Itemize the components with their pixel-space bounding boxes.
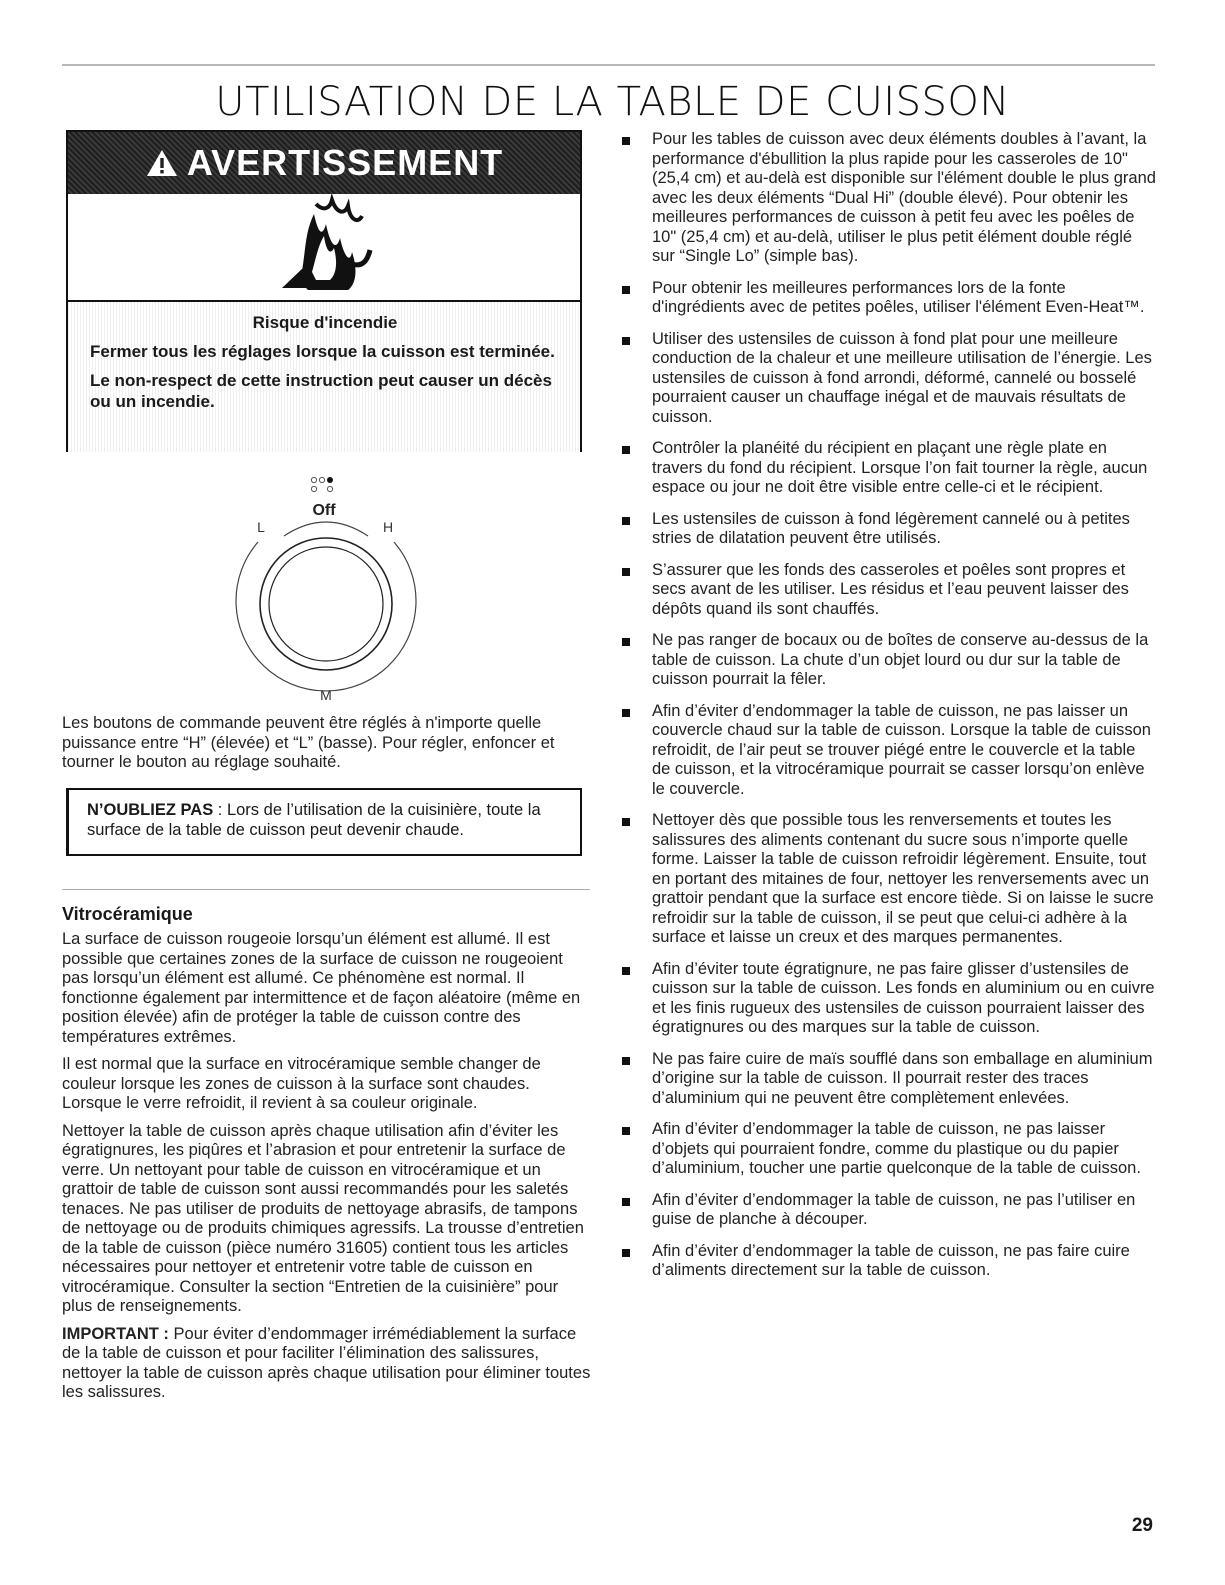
dial-high-label: H <box>382 519 394 535</box>
remember-box <box>66 788 582 856</box>
list-item <box>622 1191 1157 1230</box>
bullet-icon <box>622 818 630 826</box>
list-item <box>622 811 1157 948</box>
warning-line-2: Le non-respect de cette instruction peut causer un décès ou un incendie. <box>90 371 552 411</box>
remember-label: N’OUBLIEZ PAS <box>87 801 214 819</box>
warning-header <box>68 132 580 194</box>
paragraph: La surface de cuisson rougeoie lorsqu’un élément est allumé. Il est possible que certaines zones de la surface de cuisson ne rougeoient pas lorsqu’un élément est allumé. Ce phénomène est normal. Il fonctionne également par intermittence et de façon aléatoire (même en position élevée) afin de protéger la table de cuisson contre des températures extrêmes. <box>62 930 581 1046</box>
bullet-text: Utiliser des ustensiles de cuisson à fond plat pour une meilleure conduction de la chaleur et une meilleure utilisation de l’énergie. Les ustensiles de cuisson à fond arrondi, déformé, cannelé ou bosselé pourraient causer un chauffage inégal et de mauvais résultats de cuisson. <box>652 329 1152 426</box>
bullet-list <box>622 130 1157 1293</box>
indicator-dots-icon <box>311 477 333 492</box>
list-item <box>622 130 1157 267</box>
knob-instructions: Les boutons de commande peuvent être réglés à n'importe quelle puissance entre “H” (élevée) et “L” (basse). Pour régler, enfoncer et tourner le bouton au réglage souhaité. <box>62 714 555 771</box>
warning-box <box>66 130 582 452</box>
list-item <box>622 1242 1157 1281</box>
page-title: UTILISATION DE LA TABLE DE CUISSON <box>215 79 1010 125</box>
warning-triangle-icon <box>145 148 179 178</box>
list-item <box>622 330 1157 428</box>
bullet-text: Les ustensiles de cuisson à fond légèrement cannelé ou à petites stries de dilatation peuvent être utilisés. <box>652 509 1130 547</box>
bullet-text: Pour obtenir les meilleures performances lors de la fonte d'ingrédients avec de petites poêles, utiliser l'élément Even-Heat™. <box>652 278 1145 316</box>
bullet-text: Contrôler la planéité du récipient en plaçant une règle plate en travers du fond du récipient. Lorsque l’on fait tourner la règle, aucun espace ou jour ne doit être visible entre celle-ci et le récipient. <box>652 439 1148 496</box>
paragraph: Il est normal que la surface en vitrocéramique semble changer de couleur lorsque les zones de cuisson à la surface sont chaudes. Lorsque le verre refroidit, il revient à sa couleur originale. <box>62 1055 541 1112</box>
fire-icon <box>68 194 584 300</box>
warning-header-label: AVERTISSEMENT <box>186 142 504 183</box>
bullet-icon <box>622 967 630 975</box>
bullet-text: Afin d’éviter toute égratignure, ne pas faire glisser d’ustensiles de cuisson sur la table de cuisson. Les fonds en aluminium ou en cuivre et les finis rugueux des ustensiles de cuisson pourraient laisser des égratignures ou des marques sur la table de cuisson. <box>652 959 1155 1036</box>
bullet-icon <box>622 709 630 717</box>
bullet-text: Afin d’éviter d’endommager la table de cuisson, ne pas faire cuire d’aliments directement sur la table de cuisson. <box>652 1241 1130 1279</box>
control-knob-diagram <box>228 468 428 708</box>
bullet-icon <box>622 137 630 145</box>
list-item <box>622 510 1157 549</box>
remember-text: : Lors de l’utilisation de la cuisinière, toute la surface de la table de cuisson peut devenir chaude. <box>87 801 541 839</box>
page-number: 29 <box>1131 1515 1153 1536</box>
bullet-icon <box>622 568 630 576</box>
risk-title: Risque d'incendie <box>252 313 398 332</box>
list-item <box>622 960 1157 1038</box>
bullet-text: S’assurer que les fonds des casseroles et poêles sont propres et secs avant de les utiliser. Les résidus et l’eau peuvent laisser des dépôts quand ils sont chauffés. <box>652 560 1129 618</box>
dial-off-label: Off <box>312 502 336 519</box>
dial-low-label: L <box>257 519 265 535</box>
section-divider <box>62 889 590 890</box>
important-text: Pour éviter d’endommager irrémédiablement la surface de la table de cuisson et pour faciliter l’élimination des salissures, nettoyer la table de cuisson après chaque utilisation pour éliminer toutes les salissures. <box>62 1324 591 1401</box>
paragraph: Nettoyer la table de cuisson après chaque utilisation afin d’éviter les égratignures, les piqûres et l’abrasion et pour entretenir la surface de verre. Un nettoyant pour table de cuisson en vitrocéramique et un grattoir de table de cuisson sont aussi recommandés pour les saletés tenaces. Ne pas utiliser de produits de nettoyage abrasifs, de tampons de nettoyage ou de produits chimiques agressifs. La trousse d’entretien de la table de cuisson (pièce numéro 31605) contient tous les articles nécessaires pour nettoyer et entretenir votre table de cuisson en vitrocéramique. Consulter la section “Entretien de la cuisinière” pour plus de renseignements. <box>62 1121 584 1315</box>
list-item <box>622 561 1157 620</box>
dial-medium-label: M <box>320 687 332 703</box>
bullet-text: Afin d’éviter d’endommager la table de cuisson, ne pas l’utiliser en guise de planche à découper. <box>652 1190 1136 1228</box>
list-item <box>622 702 1157 800</box>
top-rule <box>62 64 1155 66</box>
bullet-text: Ne pas faire cuire de maïs soufflé dans son emballage en aluminium d’origine sur la table de cuisson. Il pourrait rester des traces d’aluminium qui ne peuvent être complètement enlevées. <box>652 1049 1153 1107</box>
bullet-icon <box>622 286 630 294</box>
bullet-icon <box>622 1057 630 1065</box>
bullet-text: Pour les tables de cuisson avec deux éléments doubles à l’avant, la performance d'ébullition la plus rapide pour les casseroles de 10" (25,4 cm) et au-delà est disponible sur l'élément double le plus grand avec les deux éléments “Dual Hi” (double élevé). Pour obtenir les meilleures performances de cuisson à petit feu avec les poêles de 10" (25,4 cm) et au-delà, utiliser le plus petit élément double réglé sur “Single Lo” (simple bas). <box>652 130 1156 265</box>
bullet-icon <box>622 517 630 525</box>
left-paragraphs <box>62 930 592 1411</box>
important-paragraph <box>62 1325 592 1403</box>
bullet-text: Afin d’éviter d’endommager la table de cuisson, ne pas laisser d’objets qui pourraient fondre, comme du plastique ou du papier d’aluminium, toucher une partie quelconque de la table de cuisson. <box>652 1120 1141 1177</box>
important-label: IMPORTANT : <box>62 1324 169 1343</box>
list-item <box>622 1050 1157 1109</box>
section-heading: Vitrocéramique <box>62 904 193 924</box>
fire-icon-area <box>68 194 580 300</box>
warning-body <box>68 300 580 452</box>
list-item <box>622 279 1157 318</box>
bullet-text: Nettoyer dès que possible tous les renversements et toutes les salissures des aliments contenant du sucre sous n’importe quelle forme. Laisser la table de cuisson refroidir légèrement. Ensuite, tout en portant des mitaines de four, nettoyer les renversements avec un grattoir pendant que la surface est encore tiède. Si on laisse le sucre refroidir sur la table de cuisson, il se peut que celui-ci adhère à la surface et laisse un creux et des marques permanentes. <box>652 811 1154 946</box>
bullet-icon <box>622 446 630 454</box>
bullet-icon <box>622 1127 630 1135</box>
warning-line-1: Fermer tous les réglages lorsque la cuisson est terminée. <box>90 342 555 361</box>
list-item <box>622 631 1157 690</box>
bullet-icon <box>622 1198 630 1206</box>
bullet-text: Afin d’éviter d’endommager la table de cuisson, ne pas laisser un couvercle chaud sur la table de cuisson. Lorsque la table de cuisson refroidit, de l’air peut se trouver piégé entre le couvercle et la table de cuisson, et la vitrocéramique pourrait se casser lorsqu’on enlève le couvercle. <box>652 701 1151 798</box>
bullet-icon <box>622 337 630 345</box>
bullet-icon <box>622 1249 630 1257</box>
list-item <box>622 1120 1157 1179</box>
bullet-icon <box>622 638 630 646</box>
list-item <box>622 439 1157 498</box>
bullet-text: Ne pas ranger de bocaux ou de boîtes de conserve au-dessus de la table de cuisson. La chute d’un objet lourd ou dur sur la table de cuisson pourrait la fêler. <box>652 631 1149 688</box>
